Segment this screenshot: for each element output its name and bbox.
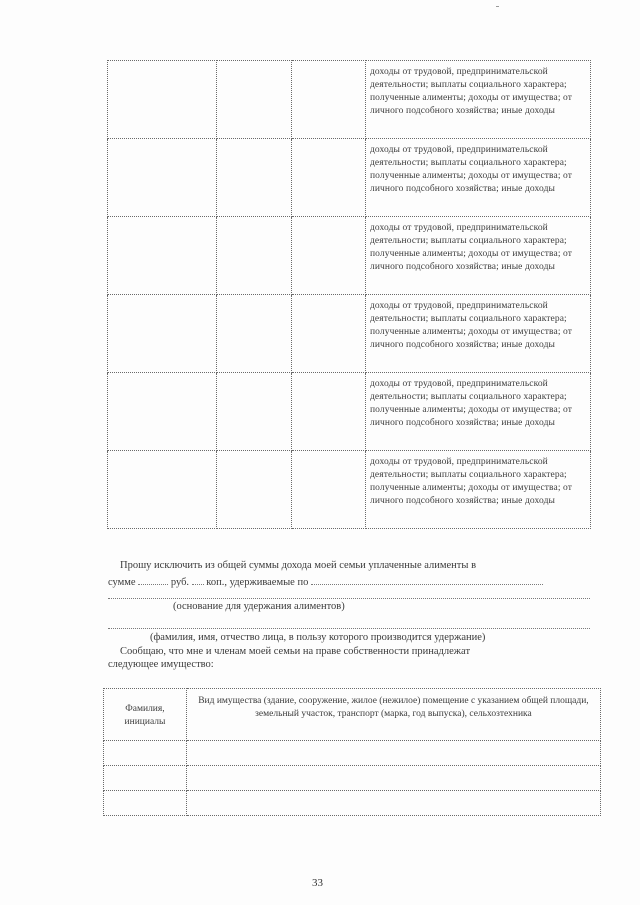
income-row: [108, 373, 591, 451]
property-type-cell[interactable]: [186, 791, 600, 816]
income-table: [107, 60, 591, 529]
alimony-sum-line: [108, 573, 543, 588]
recipient-caption: (фамилия, имя, отчество лица, в пользу которого производится удержание): [150, 632, 486, 643]
income-type-cell: [365, 295, 590, 373]
header-property-type-text: Вид имущества (здание, сооружение, жилое (нежилое) помещение с указанием общей площади, земельный участок, транспорт (марка, год выпуска), сельхозтехника: [198, 696, 589, 719]
property-surname-cell[interactable]: [104, 766, 187, 791]
withholding-basis-blank[interactable]: [311, 573, 543, 585]
property-table: [103, 688, 601, 816]
sum-kopecks-blank[interactable]: [192, 573, 204, 585]
property-intro-line1: Сообщаю, что мне и членам моей семьи на праве собственности принадлежат: [120, 646, 471, 657]
property-row: [104, 766, 601, 791]
income-cell-empty-3[interactable]: [291, 217, 365, 295]
income-cell-empty-1[interactable]: [108, 295, 217, 373]
property-type-cell[interactable]: [186, 741, 600, 766]
income-type-text: доходы от трудовой, предпринимательской деятельности; выплаты социального характера; полученные алименты; доходы от имущества; от личного подсобного хозяйства; иные доходы: [369, 379, 573, 428]
property-row: [104, 741, 601, 766]
income-cell-empty-2[interactable]: [217, 373, 291, 451]
income-cell-empty-2[interactable]: [217, 139, 291, 217]
income-type-cell: [365, 373, 590, 451]
property-surname-cell[interactable]: [104, 741, 187, 766]
income-type-text: доходы от трудовой, предпринимательской деятельности; выплаты социального характера; полученные алименты; доходы от имущества; от личного подсобного хозяйства; иные доходы: [369, 301, 573, 350]
income-row: [108, 217, 591, 295]
income-type-cell: [365, 139, 590, 217]
income-cell-empty-3[interactable]: [291, 61, 365, 139]
rub-label: руб.: [170, 577, 190, 588]
page-number: 33: [312, 877, 323, 889]
property-surname-cell[interactable]: [104, 791, 187, 816]
income-type-cell: [365, 217, 590, 295]
income-type-text: доходы от трудовой, предпринимательской деятельности; выплаты социального характера; полученные алименты; доходы от имущества; от личного подсобного хозяйства; иные доходы: [369, 457, 573, 506]
property-row: [104, 791, 601, 816]
income-type-text: доходы от трудовой, предпринимательской деятельности; выплаты социального характера; полученные алименты; доходы от имущества; от личного подсобного хозяйства; иные доходы: [369, 223, 573, 272]
sum-rubles-blank[interactable]: [138, 573, 168, 585]
alimony-request-text: Прошу исключить из общей суммы дохода моей семьи уплаченные алименты в: [120, 560, 477, 571]
header-cell-surname: [104, 689, 187, 741]
income-cell-empty-1[interactable]: [108, 451, 217, 529]
header-surname-text: Фамилия, инициалы: [124, 704, 166, 727]
income-cell-empty-1[interactable]: [108, 373, 217, 451]
alimony-request-line: [120, 560, 476, 571]
income-cell-empty-1[interactable]: [108, 217, 217, 295]
income-cell-empty-1[interactable]: [108, 139, 217, 217]
income-cell-empty-3[interactable]: [291, 373, 365, 451]
property-header-row: [104, 689, 601, 741]
income-cell-empty-2[interactable]: [217, 295, 291, 373]
sum-label: сумме: [108, 577, 136, 588]
income-cell-empty-2[interactable]: [217, 217, 291, 295]
recipient-fill-line[interactable]: [108, 628, 590, 629]
property-intro-line2: следующее имущество:: [108, 659, 214, 670]
income-cell-empty-1[interactable]: [108, 61, 217, 139]
income-type-text: доходы от трудовой, предпринимательской деятельности; выплаты социального характера; полученные алименты; доходы от имущества; от личного подсобного хозяйства; иные доходы: [369, 67, 573, 116]
income-cell-empty-3[interactable]: [291, 451, 365, 529]
property-type-cell[interactable]: [186, 766, 600, 791]
income-cell-empty-3[interactable]: [291, 139, 365, 217]
basis-fill-line[interactable]: [108, 598, 590, 599]
income-row: [108, 139, 591, 217]
income-cell-empty-3[interactable]: [291, 295, 365, 373]
income-table-body: [108, 61, 591, 529]
income-cell-empty-2[interactable]: [217, 451, 291, 529]
income-row: [108, 61, 591, 139]
scan-speck: [496, 6, 499, 7]
basis-caption: (основание для удержания алиментов): [173, 601, 345, 612]
income-row: [108, 451, 591, 529]
income-row: [108, 295, 591, 373]
income-cell-empty-2[interactable]: [217, 61, 291, 139]
income-type-text: доходы от трудовой, предпринимательской деятельности; выплаты социального характера; полученные алименты; доходы от имущества; от личного подсобного хозяйства; иные доходы: [369, 145, 573, 194]
kop-label: коп., удерживаемые по: [206, 577, 309, 588]
header-cell-property-type: [186, 689, 600, 741]
income-type-cell: [365, 451, 590, 529]
income-type-cell: [365, 61, 590, 139]
